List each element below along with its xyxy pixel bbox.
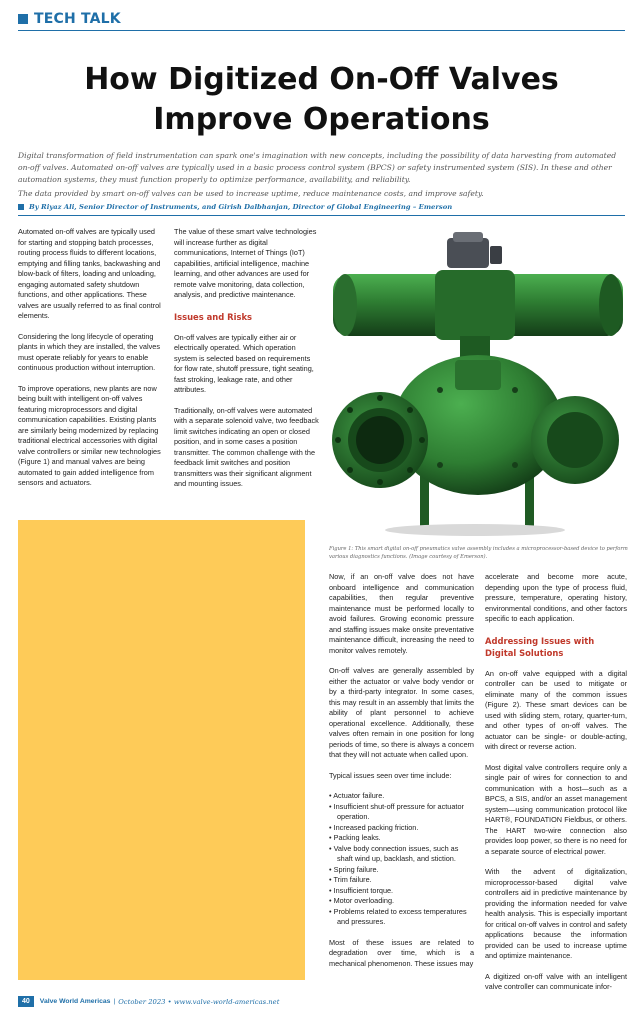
body-paragraph: Traditionally, on-off valves were automated with a separate solenoid valve, two feedback limit switches indicating an open or closed position, and in some cases a position transmitter. The common challenge with the feedback limit switches and position transmitters was their significant alignment and mounting issues.: [174, 405, 319, 488]
page-footer: [18, 996, 279, 1007]
actuator-housing: [435, 270, 515, 340]
body-paragraph: Now, if an on-off valve does not have onboard intelligence and communication capabilities, then regular preventive maintenance must be performed locally to avoid failures. Growing economic pressure and staffing issues make onsite preventative maintenance difficult, increasing the need to monitor valves remotely.: [329, 572, 474, 655]
body-paragraph: On-off valves are typically either air or electrically operated. Which operation system is selected based on requirements for flow rate, shutoff pressure, tight seating, fast stroking, leakage rate, and other attributes.: [174, 332, 314, 394]
section-tag: [18, 11, 121, 27]
subhead-issues-and-risks: Issues and Risks: [174, 311, 253, 322]
section-label: TECH TALK: [34, 11, 121, 27]
byline: By Riyaz Ali, Senior Director of Instruments, and Girish Dalbhanjan, Director of Global Engineering – Emerson: [29, 203, 453, 211]
byline-divider: [18, 215, 625, 216]
solenoid-module: [490, 246, 502, 264]
list-item: • Insufficient shut-off pressure for actuator operation.: [329, 802, 474, 823]
flange-bore: [547, 412, 603, 468]
body-paragraph: A digitized on-off valve with an intelligent valve controller can communicate infor-: [485, 971, 627, 991]
flange-inner: [356, 416, 404, 464]
controller-cap: [453, 232, 483, 242]
section-marker: [18, 14, 28, 24]
body-paragraph: With the advent of digitalization, microprocessor-based digital valve controllers aid in predictive maintenance by providing the information needed for valve health analysis. This is especially important for critical on-off valves in control and safety applications because the information provided can be used to increase uptime and optimize maintenance.: [485, 867, 627, 960]
header-divider: [18, 30, 625, 31]
digital-valve-controller: [447, 238, 489, 268]
footer-separator: |: [113, 998, 116, 1005]
page-number: 40: [18, 996, 34, 1007]
publication-name: Valve World Americas: [39, 998, 111, 1005]
cylinder-end-cap: [599, 274, 623, 336]
body-paragraph: Most digital valve controllers require only a single pair of wires for connection to and communication with a host—such as a BPCS, a SIS, and/or an asset management system—using communication protocol like HART®, FOUNDATION Fieldbus, or others. The HART two-wire connection also provides loop power, so there is no need for a separate source of electrical power.: [485, 762, 627, 856]
body-paragraph: An on-off valve equipped with a digital controller can be used to mitigate or eliminate many of the common issues (Figure 2). These smart devices can be used with sliding stem, rotary, quarter-turn, and other types of on-off valves. The actuator can be single- or double-acting, with direct or reverse action.: [485, 668, 627, 751]
body-column-2: [174, 227, 319, 500]
advertisement-panel: [18, 520, 305, 980]
valve-bonnet: [455, 360, 501, 390]
deck-paragraph-1: Digital transformation of field instrumentation can spark one's imagination with new concepts, including the possibility of data harvesting from automated on-off valves. Automated on-off valves are typically used in a basic process control system (BPCS) or safety instrumented system (SIS). In these and other automation systems, they must function properly to optimize performance, availability, and reliability.: [18, 151, 617, 184]
body-paragraph: Automated on-off valves are typically used for starting and stopping batch processes, routing process fluids to different locations, emptying and filling tanks, backwashing and blow-back of filters, loading and unloading, engaging automated safety shutdown functions, and other applications. These valves are usually referred to as final control elements.: [18, 227, 161, 320]
body-paragraph: accelerate and become more acute, depending upon the type of process fluid, pressure, temperature, operating history, environmental conditions, and other factors specific to each application.: [485, 572, 627, 623]
body-paragraph: The value of these smart valve technologies will increase further as digital communications, Internet of Things (IoT) capabilities, artificial intelligence, machine learning, and other advances are used for remote valve monitoring, data collection, analysis, and predictive maintenance.: [174, 227, 317, 299]
issues-list: [329, 791, 474, 928]
body-paragraph: On-off valves are generally assembled by either the actuator or valve body vendor or by a third-party integrator. In some cases, this may result in an assembly that limits the ability of plant personnel to achieve operational excellence. Additionally, these valves often remain in one position for long periods of time, so there is always a concern that they will not actuate when called upon.: [329, 666, 474, 759]
list-item: • Insufficient torque.: [329, 886, 474, 897]
title-line-2: Improve Operations: [153, 102, 490, 137]
subhead-digital-solutions: Addressing Issues with Digital Solutions: [485, 635, 595, 658]
body-paragraph: Typical issues seen over time include:: [329, 770, 452, 780]
body-paragraph: Most of these issues are related to degradation over time, which is a mechanical phenomenon. These issues may: [329, 937, 474, 968]
byline-marker: [18, 204, 24, 210]
list-item: • Valve body connection issues, such as shaft wind up, backlash, and stiction.: [329, 844, 474, 865]
byline-row: [18, 203, 625, 211]
list-item: • Trim failure.: [329, 875, 474, 886]
deck-paragraph-2: The data provided by smart on-off valves can be used to increase uptime, reduce maintenance costs, and improve safety.: [18, 189, 484, 198]
floor-shadow: [385, 524, 565, 536]
valve-photo: [325, 230, 630, 538]
body-column-4: [485, 572, 627, 1003]
list-item: • Spring failure.: [329, 865, 474, 876]
body-paragraph: Considering the long lifecycle of operating plants in which they are installed, the valves must operate reliably for years to enable continuous production without interruption.: [18, 331, 160, 372]
figure-caption: Figure 1: This smart digital on-off pneumatics valve assembly includes a microprocessor-based device to perform various diagnostics functions. (Image courtesy of Emerson).: [329, 546, 628, 560]
list-item: • Packing leaks.: [329, 833, 474, 844]
title-line-1: How Digitized On-Off Valves: [84, 62, 559, 97]
body-column-1: [18, 227, 162, 499]
list-item: • Actuator failure.: [329, 791, 474, 802]
list-item: • Motor overloading.: [329, 896, 474, 907]
cylinder-end-cap: [333, 274, 357, 336]
body-paragraph: To improve operations, new plants are now being built with intelligent on-off valves featuring microprocessors and digital communication capabilities. Existing plants are similarly being modernized by replacing traditional electrical accessories with digital valve controllers or similar new technologies (Figure 1) and manual valves are being automated to gain added intelligence from sensors and actuators.: [18, 383, 161, 487]
list-item: • Increased packing friction.: [329, 823, 474, 834]
body-column-3: [329, 572, 474, 979]
article-title: [0, 60, 643, 140]
issue-date-and-url: October 2023 • www.valve-world-americas.net: [118, 997, 280, 1006]
article-deck: [18, 150, 625, 202]
list-item: • Problems related to excess temperatures and pressures.: [329, 907, 474, 928]
